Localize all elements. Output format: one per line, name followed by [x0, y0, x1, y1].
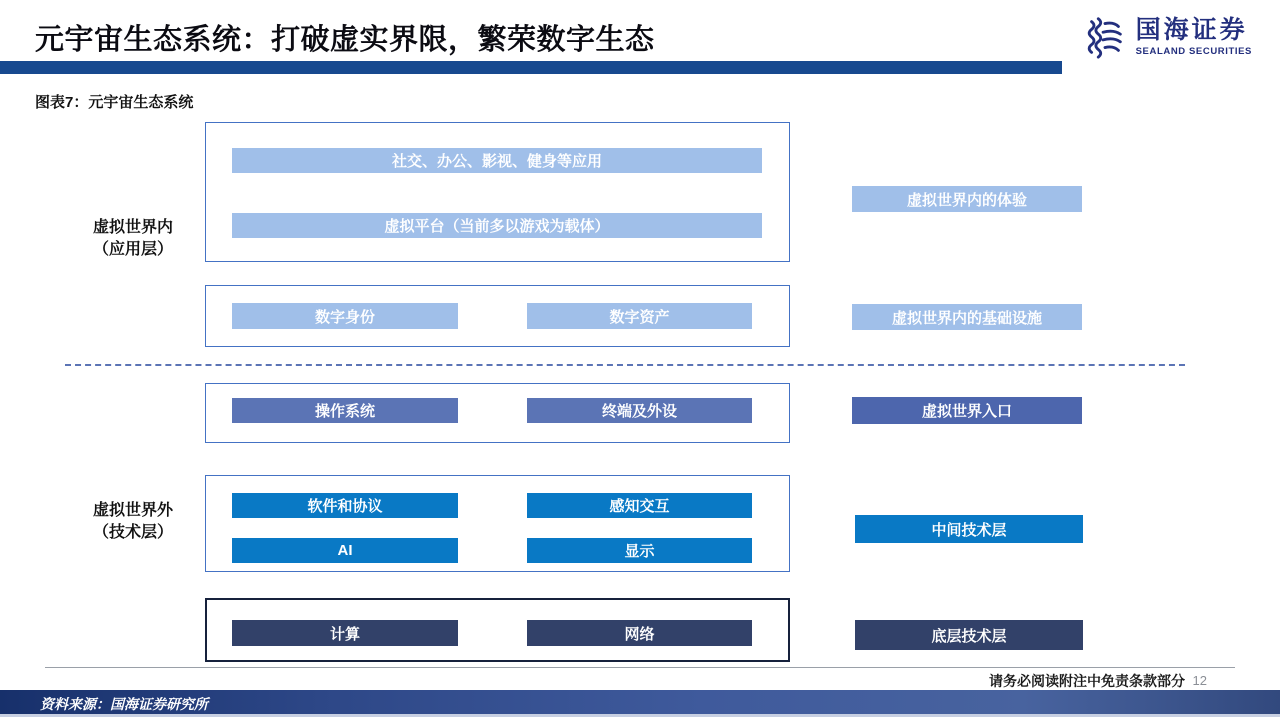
diagram-bar-digital-assets: 数字资产 [527, 303, 752, 329]
logo-english-name: SEALAND SECURITIES [1135, 45, 1252, 57]
diagram-bar-display: 显示 [527, 538, 752, 563]
logo-chinese-name: 国海证券 [1135, 15, 1248, 44]
diagram-bar-terminals: 终端及外设 [527, 398, 752, 423]
diagram-bar-virtual-platform: 虚拟平台（当前多以游戏为载体） [232, 213, 762, 238]
layer-label-line: 虚拟世界外 [92, 502, 173, 519]
right-bar-virtual-experience: 虚拟世界内的体验 [852, 186, 1082, 212]
right-bar-virtual-infrastructure: 虚拟世界内的基础设施 [852, 304, 1082, 330]
disclaimer-text: 请务必阅读附注中免责条款部分 [989, 673, 1185, 689]
diagram-bar-ai: AI [232, 538, 458, 563]
virtual-real-boundary-dashed-line [65, 364, 1185, 366]
group-box-applications [205, 122, 790, 262]
page-number: 12 [1192, 673, 1207, 688]
right-bar-virtual-world-entry: 虚拟世界入口 [852, 397, 1082, 424]
diagram-bar-operating-system: 操作系统 [232, 398, 458, 423]
diagram-bar-computing: 计算 [232, 620, 458, 646]
page-title: 元宇宙生态系统：打破虚实界限，繁荣数字生态 [35, 24, 655, 56]
diagram-bar-network: 网络 [527, 620, 752, 646]
diagram-bar-applications: 社交、办公、影视、健身等应用 [232, 148, 762, 173]
layer-label-line: （应用层） [92, 240, 173, 258]
footer-divider-line [45, 667, 1235, 668]
layer-label-line: （技术层） [92, 523, 173, 541]
diagram-bar-software-protocol: 软件和协议 [232, 493, 458, 518]
data-source-note: 资料来源：国海证券研究所 [40, 696, 208, 712]
right-bar-base-tech-layer: 底层技术层 [855, 620, 1083, 650]
figure-caption: 图表7：元宇宙生态系统 [35, 94, 194, 111]
layer-label-technology [68, 500, 198, 543]
diagram-bar-digital-identity: 数字身份 [232, 303, 458, 329]
layer-label-application [68, 217, 198, 260]
right-bar-middle-tech-layer: 中间技术层 [855, 515, 1083, 543]
diagram-bar-sensing-interaction: 感知交互 [527, 493, 752, 518]
layer-label-line: 虚拟世界内 [92, 219, 173, 236]
